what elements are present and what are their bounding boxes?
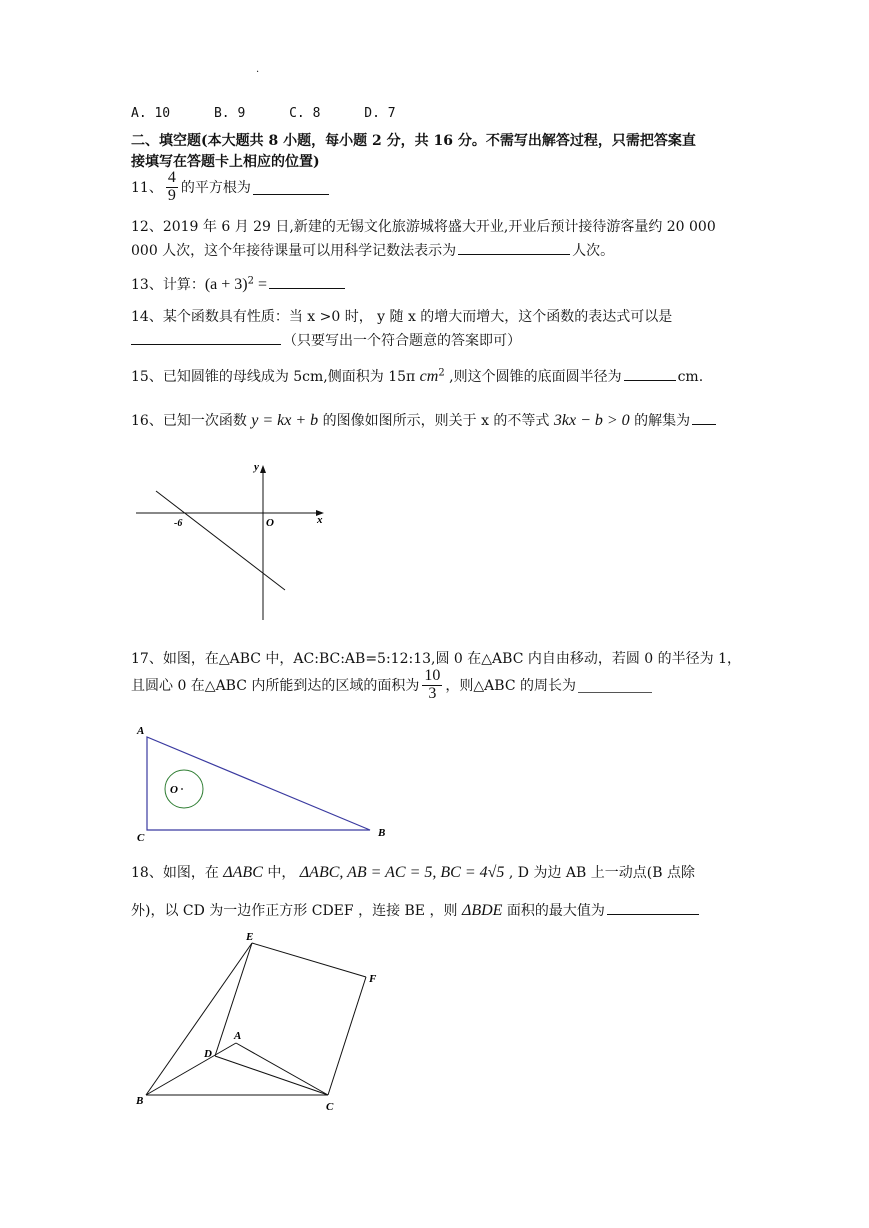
q10-option-c: C. 8 <box>289 106 321 121</box>
vertex-a-label: A <box>137 725 145 737</box>
segment-dc <box>215 1056 328 1095</box>
q15-unit-exponent: 2 <box>438 367 445 379</box>
q18-line1 <box>131 862 695 882</box>
q14-line1: 14、某个函数具有性质：当 x >0 时， y 随 x 的增大而增大，这个函数的表达式可以是 <box>131 309 673 325</box>
q11-frac-num: 4 <box>167 169 176 186</box>
center-o-label: O <box>170 784 178 796</box>
vertex-c-label: C <box>137 832 145 844</box>
question-11 <box>131 170 331 205</box>
q13-expression: (a + 3) <box>204 276 248 293</box>
q12-line1: 12、2019 年 6 月 29 日,新建的无锡文化旅游城将盛大开业,开业后预计接待游客量约 20 000 <box>131 219 716 235</box>
segment-cf <box>328 977 366 1095</box>
vertex-d-label: D <box>204 1048 212 1060</box>
q18-line2-pre: 外)，以 CD 为一边作正方形 CDEF ，连接 BE ，则 <box>131 903 462 919</box>
question-13 <box>131 274 347 294</box>
function-line <box>156 491 285 590</box>
q16-function: y = kx + b <box>251 412 319 429</box>
q17-line2-pre: 且圆心 0 在△ABC 内所能到达的区域的面积为 <box>131 678 420 695</box>
triangle-abc <box>147 737 370 830</box>
vertex-c-label: C <box>326 1101 334 1113</box>
segment-ba <box>146 1043 236 1095</box>
q14-line2 <box>131 330 521 350</box>
q10-option-b: B. 9 <box>213 106 246 121</box>
question-16 <box>131 410 718 430</box>
y-axis-label: y <box>254 461 259 473</box>
q16-tail: 的解集为 <box>629 413 691 429</box>
center-point-o <box>181 788 183 790</box>
q16-answer-blank <box>692 423 716 425</box>
q16-mid: 的图像如图所示，则关于 x 的不等式 <box>318 413 554 429</box>
x-axis-label: x <box>317 514 323 526</box>
segment-be <box>146 943 252 1095</box>
q11-frac-den: 9 <box>167 186 176 204</box>
q13-equals: = <box>253 276 268 293</box>
vertex-e-label: E <box>246 931 254 943</box>
q15-tail: cm. <box>677 369 704 385</box>
q13-answer-blank <box>269 287 345 289</box>
q12-line2 <box>131 240 614 260</box>
q17-line1: 17、如图，在△ABC 中，AC:BC:AB=5:12:13,圆 0 在△ABC 内自由移动，若圆 0 的半径为 1， <box>131 651 742 667</box>
q15-mid: ,则这个圆锥的底面圆半径为 <box>444 369 622 385</box>
q12-answer-blank <box>458 253 570 255</box>
segment-fe <box>252 943 366 977</box>
q11-number: 11、 <box>131 180 163 197</box>
q10-option-d: D. 7 <box>364 106 396 121</box>
q17-figure <box>130 720 400 845</box>
q13-number: 13、计算： <box>131 277 205 293</box>
q16-graph <box>130 455 335 625</box>
header-dot: . <box>256 64 260 75</box>
q13-exponent: 2 <box>247 275 254 287</box>
origin-label: O <box>266 517 274 529</box>
q10-options <box>131 106 396 121</box>
q15-pre: 15、已知圆锥的母线成为 5cm,侧面积为 15π <box>131 369 420 385</box>
section2-title-line1: 二、填空题(本大题共 8 小题，每小题 2 分，共 16 分。不需写出解答过程，只需把答案直 <box>131 133 696 149</box>
y-axis-arrow <box>260 465 266 473</box>
q18-answer-blank <box>607 913 699 915</box>
q18-line1-pre: 18、如图，在 <box>131 865 224 881</box>
q14-tail: （只要写出一个符合题意的答案即可） <box>283 333 521 349</box>
intercept-label: -6 <box>174 518 183 529</box>
section2-title-line2: 接填写在答题卡上相应的位置) <box>131 154 320 170</box>
q16-pre: 16、已知一次函数 <box>131 413 252 429</box>
q14-answer-blank <box>131 343 281 345</box>
vertex-f-label: F <box>369 973 377 985</box>
q18-line2 <box>131 900 701 920</box>
q16-inequality: 3kx − b > 0 <box>553 412 630 429</box>
vertex-b-label: B <box>136 1095 144 1107</box>
q15-answer-blank <box>624 379 676 381</box>
q11-fraction <box>166 170 178 205</box>
vertex-b-label: B <box>378 827 386 839</box>
q17-fraction <box>422 668 442 703</box>
q18-triangle-bde: ΔBDE <box>461 902 503 919</box>
q12-line2-text: 000 人次，这个年接待课量可以用科学记数法表示为 <box>131 243 457 259</box>
segment-ac <box>236 1043 328 1095</box>
q17-answer-blank <box>578 691 652 693</box>
q15-unit: cm <box>419 368 439 385</box>
q17-line2-tail: ，则△ABC 的周长为 <box>445 678 576 695</box>
q18-line2-tail: 面积的最大值为 <box>502 903 605 919</box>
q18-triangle: ΔABC <box>223 864 263 881</box>
q11-answer-blank <box>253 193 329 195</box>
q18-figure <box>130 925 390 1120</box>
q17-frac-num: 10 <box>424 667 441 684</box>
q18-line1-tail: , D 为边 AB 上一动点(B 点除 <box>504 865 695 881</box>
q18-line1-mid: 中， <box>262 865 300 881</box>
q11-text: 的平方根为 <box>180 180 251 197</box>
q10-option-a: A. 10 <box>131 106 171 121</box>
q12-tail: 人次。 <box>572 243 615 259</box>
question-15 <box>131 366 703 386</box>
q17-line2 <box>131 668 654 703</box>
vertex-a-label: A <box>234 1030 242 1042</box>
q17-frac-den: 3 <box>428 684 437 702</box>
q18-condition: ΔABC, AB = AC = 5, BC = 4√5 <box>299 864 505 881</box>
